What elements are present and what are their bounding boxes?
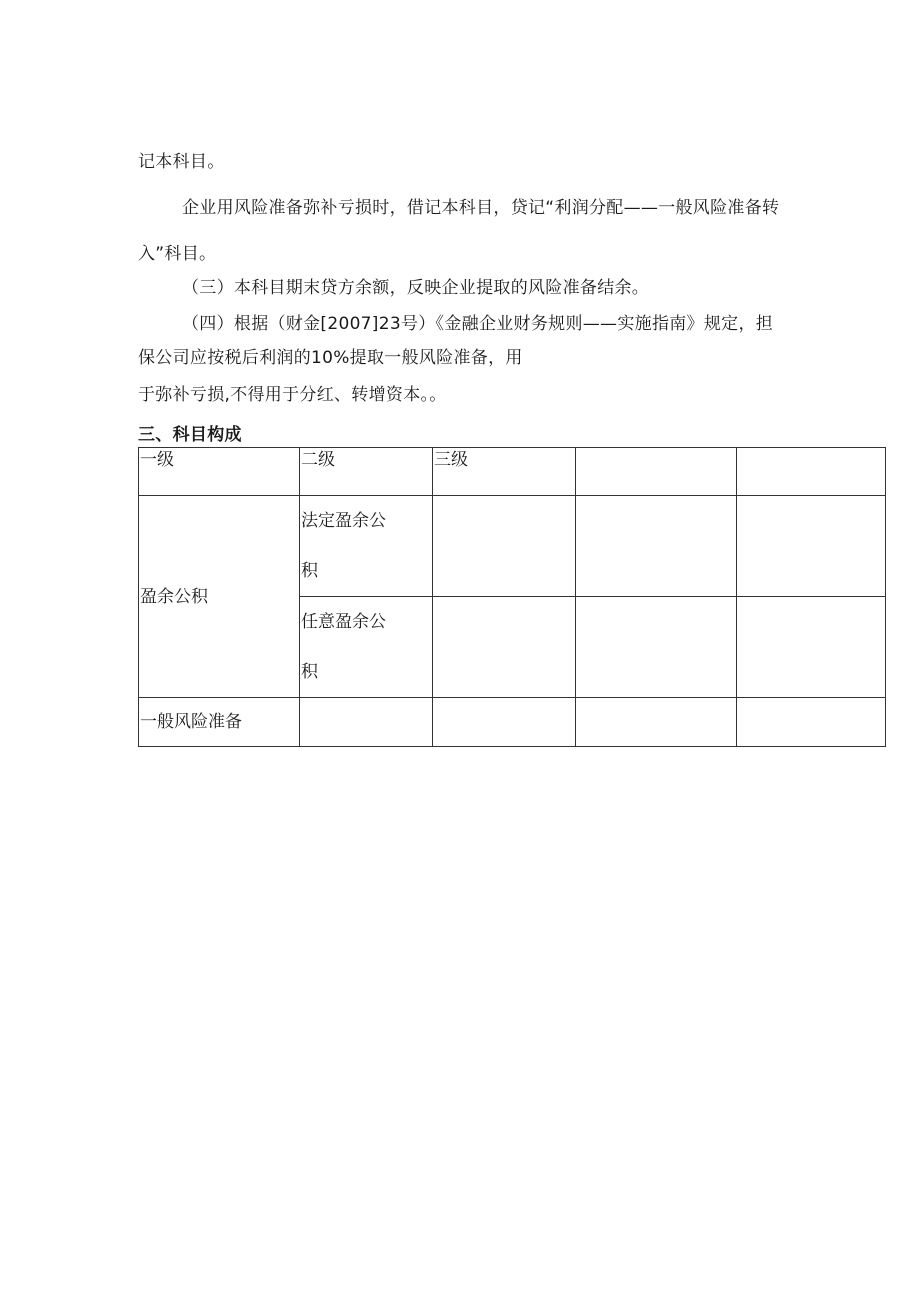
paragraph-line-7: 于弥补亏损,不得用于分红、转增资本。。: [138, 385, 447, 405]
header-cell-level2: 二级: [300, 448, 433, 496]
cell-empty: [737, 698, 886, 747]
cell-empty: [300, 698, 433, 747]
cell-empty: [737, 597, 886, 698]
paragraph-line-1: 记本科目。: [138, 152, 225, 172]
cell-text-line: 积: [301, 662, 318, 682]
cell-empty: [433, 698, 576, 747]
paragraph-line-3: 入”科目。: [138, 244, 217, 264]
cell-level1-surplus-reserve: 盈余公积: [139, 496, 300, 698]
paragraph-line-4: （三）本科目期末贷方余额，反映企业提取的风险准备结余。: [182, 278, 650, 298]
cell-level1-general-risk: 一般风险准备: [139, 698, 300, 747]
cell-text-line: 任意盈余公: [301, 612, 386, 632]
table-row: [139, 496, 886, 597]
table-row: [139, 698, 886, 747]
paragraph-line-5: （四）根据（财金[2007]23号）《金融企业财务规则——实施指南》规定，担: [182, 314, 774, 334]
cell-empty: [576, 698, 737, 747]
table-header-row: [139, 448, 886, 496]
section-heading: 三、科目构成: [138, 425, 242, 445]
subject-structure-table: [138, 447, 886, 747]
cell-empty: [433, 496, 576, 597]
cell-empty: [576, 597, 737, 698]
cell-empty: [576, 496, 737, 597]
header-cell-5: [737, 448, 886, 496]
cell-level2-discretionary: [300, 597, 433, 698]
paragraph-line-6: 保公司应按税后利润的10%提取一般风险准备，用: [138, 348, 523, 368]
header-cell-level1: 一级: [139, 448, 300, 496]
cell-empty: [737, 496, 886, 597]
paragraph-line-2: 企业用风险准备弥补亏损时，借记本科目，贷记“利润分配——一般风险准备转: [182, 198, 780, 218]
cell-empty: [433, 597, 576, 698]
cell-text-line: 法定盈余公: [301, 511, 386, 531]
header-cell-4: [576, 448, 737, 496]
header-cell-level3: 三级: [433, 448, 576, 496]
cell-level2-statutory: [300, 496, 433, 597]
cell-text-line: 积: [301, 561, 318, 581]
